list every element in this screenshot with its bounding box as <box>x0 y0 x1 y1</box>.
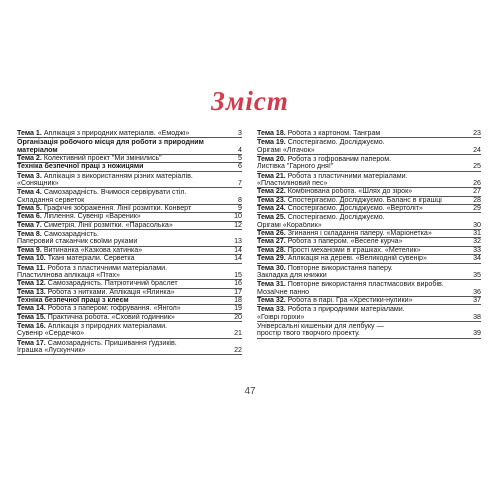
toc-entry <box>257 163 481 171</box>
toc-entry-text: Самозарадність. Пришивання ґудзиків. <box>47 338 177 347</box>
toc-entry <box>17 238 242 246</box>
toc-entry-label: Тема 13. <box>17 288 46 296</box>
toc-entry-text: Робота з пластичними матеріалами. <box>47 263 168 272</box>
toc-entry-page: 34 <box>473 255 481 263</box>
toc-entry-label: Тема 4. <box>17 188 42 197</box>
toc-entry-text: Аплікація з природних матеріалів. «Емоджі» <box>43 130 190 137</box>
toc-entry <box>257 147 481 155</box>
toc-entry-page: 9 <box>238 205 242 213</box>
toc-entry <box>17 230 242 238</box>
toc-entry <box>257 305 481 313</box>
toc-entry-text: Орігамі «Літачок» <box>257 146 315 154</box>
toc-entry-text: Робота з нитками. Аплікація «Ялинка» <box>47 288 175 296</box>
toc-entry-label: Тема 26. <box>257 230 286 238</box>
toc-entry-text: матеріалом <box>17 146 58 154</box>
toc-entry <box>17 163 242 171</box>
toc-entry-label: Тема 21. <box>257 171 286 180</box>
toc-entry <box>257 272 481 280</box>
toc-entry-label: Тема 17. <box>17 338 46 347</box>
toc-entry-page: 15 <box>234 271 242 279</box>
toc-entry-label: Тема 24. <box>257 205 286 213</box>
toc-entry-label: Тема 14. <box>17 305 46 313</box>
toc-entry <box>257 238 481 246</box>
toc-entry-text: Сувенір «Сердечко» <box>17 330 85 338</box>
toc-entry <box>257 314 481 322</box>
toc-entry-page: 27 <box>473 188 481 196</box>
toc-entry-label: Тема 29. <box>257 255 286 263</box>
toc-entry-text: Робота з картоном. Танграм <box>287 130 381 137</box>
toc-entry-page: 22 <box>234 346 242 354</box>
toc-entry-text: Згинання і складання паперу. «Маріонетка» <box>287 230 432 238</box>
toc-entry <box>257 255 481 263</box>
toc-entry-page: 14 <box>234 255 242 263</box>
toc-entry <box>17 289 242 297</box>
toc-entry-text: Паперовий стаканчик своїми руками <box>17 238 138 246</box>
toc-entry <box>257 188 481 196</box>
toc-entry-label: Тема 18. <box>257 130 286 137</box>
toc-entry-label: Тема 10. <box>17 255 46 263</box>
toc-entry-page: 23 <box>473 130 481 137</box>
toc-entry-text: Аплікація з природних матеріалами. <box>47 321 168 330</box>
toc-entry-text: Самозарадність. Вчимося сервірувати стіл. <box>43 188 187 197</box>
toc-entry <box>257 138 481 146</box>
toc-entry <box>17 347 242 355</box>
toc-entry-text: Спостерігаємо. Досліджуємо. «Вертоліт» <box>287 205 423 213</box>
toc-entry-text: простір твого творчого проекту. <box>257 330 360 338</box>
toc-entry-text: Самозарадність. <box>43 230 99 239</box>
toc-entry-label: Тема 28. <box>257 246 286 254</box>
toc-entry-text: Робота з природними матеріалами. <box>287 305 405 314</box>
toc-entry <box>17 147 242 155</box>
toc-entry-text: Іграшка «Лускунчик» <box>17 346 86 354</box>
toc-entry-text: Ліплення. Сувенір «Вареник» <box>43 213 141 221</box>
toc-entry-text: Аплікація на дереві. «Великодній сувенір» <box>287 255 427 263</box>
toc-entry-page: 35 <box>473 271 481 279</box>
toc-entry-page: 8 <box>238 196 242 204</box>
toc-entry-text: Закладка для книжки <box>257 271 327 279</box>
toc-entry <box>257 297 481 305</box>
toc-entry <box>17 172 242 180</box>
toc-entry-label: Тема 16. <box>17 321 46 330</box>
toc-entry-text: Колективний проект "Ми змінились" <box>43 155 162 163</box>
toc-entry <box>17 247 242 255</box>
toc-entry-label: Тема 1. <box>17 130 42 137</box>
toc-entry <box>257 222 481 230</box>
toc-entry <box>257 172 481 180</box>
toc-entry-text: Прості механізми в іграшках. «Метелик» <box>287 246 421 254</box>
toc-entry <box>17 280 242 288</box>
toc-entry-page: 38 <box>473 313 481 321</box>
toc-entry-text: Техніка безпечної праці з клеєм <box>17 296 129 304</box>
toc-entry <box>257 330 481 338</box>
toc-entry-page: 32 <box>473 238 481 246</box>
toc-entry-label: Тема 3. <box>17 171 42 180</box>
toc-entry <box>257 213 481 221</box>
toc-entry <box>257 289 481 297</box>
toc-entry-page: 37 <box>473 296 481 304</box>
toc-entry <box>17 180 242 188</box>
toc-entry-label: Тема 2. <box>17 155 42 163</box>
toc-entry-text: Витинанка «Казкова хатинка» <box>43 246 143 254</box>
toc-entry <box>17 197 242 205</box>
toc-entry-label: Тема 8. <box>17 230 42 239</box>
toc-entry-text: Листівка "Гарного дня!" <box>257 163 334 171</box>
toc-entry-page: 18 <box>234 296 242 304</box>
toc-entry-label: Тема 32. <box>257 296 286 304</box>
toc-entry-label: Тема 31. <box>257 280 286 289</box>
toc-entry <box>17 213 242 221</box>
toc-entry-label: Тема 25. <box>257 213 286 222</box>
toc-entry <box>257 180 481 188</box>
toc-entry <box>257 197 481 205</box>
toc-entry-page: 14 <box>234 246 242 254</box>
toc-entry <box>17 297 242 305</box>
toc-entry-text: «Пластиліновий пес» <box>257 180 328 188</box>
toc-entry-page: 28 <box>473 196 481 204</box>
toc-entry-label: Тема 27. <box>257 238 286 246</box>
toc-entry <box>257 247 481 255</box>
toc-entry-text: Робота з гофрованим папером. <box>287 155 392 164</box>
toc-entry-label: Тема 22. <box>257 188 286 196</box>
toc-entry-label: Тема 33. <box>257 305 286 314</box>
toc-entry <box>17 264 242 272</box>
toc-entry <box>17 314 242 322</box>
toc-entry <box>17 272 242 280</box>
toc-entry <box>17 155 242 163</box>
toc-entry-text: Симетрія. Лінії розмітки. «Парасолька» <box>43 221 173 229</box>
toc-entry-label: Тема 9. <box>17 246 42 254</box>
toc-entry-page: 3 <box>238 130 242 137</box>
toc-entry <box>17 305 242 313</box>
toc-entry-text: Робота з пластичними матеріалами. <box>287 171 408 180</box>
toc-entry-text: Аплікація з використанням різних матеріалів. <box>43 171 193 180</box>
toc-entry-page: 39 <box>473 330 481 338</box>
toc-entry-text: Спостерігаємо. Досліджуємо. Баланс в іграшці <box>287 196 442 204</box>
toc-entry-text: Повторне використання пластмасових виробів. <box>287 280 444 289</box>
toc-entry <box>257 230 481 238</box>
toc-entry <box>257 280 481 288</box>
toc-entry-text: «Сонящник» <box>17 180 59 188</box>
toc-entry-page: 5 <box>238 155 242 163</box>
toc-entry <box>17 322 242 330</box>
toc-entry-text: Організація робочого місця для роботи з природним <box>17 138 204 147</box>
toc-entry-page: 6 <box>238 163 242 171</box>
toc-entry <box>17 222 242 230</box>
toc-entry <box>17 339 242 347</box>
toc-entry-text: Мозаїчне панно <box>257 288 310 296</box>
toc-entry <box>257 264 481 272</box>
toc-entry-label: Тема 15. <box>17 313 46 321</box>
toc-entry-text: Універсальні кишеньки для лепбуку — <box>257 321 384 330</box>
toc-entry-text: Самозарадність. Патріотичний браслет <box>47 280 178 288</box>
toc-right-column <box>257 130 481 339</box>
toc-entry-text: Спостерігаємо. Досліджуємо. <box>287 138 385 147</box>
toc-entry <box>257 322 481 330</box>
toc-entry-page: 20 <box>234 313 242 321</box>
toc-entry-text: Техніка безпечної праці з ножицями <box>17 163 144 171</box>
toc-entry <box>17 188 242 196</box>
toc-entry-page: 19 <box>234 305 242 313</box>
toc-entry-label: Тема 11. <box>17 263 46 272</box>
toc-entry-page: 36 <box>473 288 481 296</box>
toc-entry-page: 21 <box>234 330 242 338</box>
toc-entry-text: Графічні зображення. Лінії розмітки. Конверт <box>43 205 192 213</box>
toc-entry <box>257 155 481 163</box>
toc-entry-page: 31 <box>473 230 481 238</box>
toc-entry-page: 24 <box>473 146 481 154</box>
toc-entry-text: Складання серветок <box>17 196 85 204</box>
toc-entry-label: Тема 6. <box>17 213 42 221</box>
toc-entry-text: Орігамі «Кораблик» <box>257 221 322 229</box>
toc-entry <box>17 138 242 146</box>
toc-left-column <box>17 130 242 355</box>
toc-entry-text: Повторне використання паперу. <box>287 263 393 272</box>
toc-entry-text: Ткані матеріали. Серветка <box>47 255 135 263</box>
toc-entry <box>257 205 481 213</box>
toc-entry-page: 7 <box>238 180 242 188</box>
toc-entry-text: Спостерігаємо. Досліджуємо. <box>287 213 385 222</box>
toc-entry-label: Тема 12. <box>17 280 46 288</box>
toc-entry-label: Тема 20. <box>257 155 286 164</box>
toc-entry-page: 10 <box>234 213 242 221</box>
toc-entry-page: 33 <box>473 246 481 254</box>
toc-entry-page: 30 <box>473 221 481 229</box>
page-title: Зміст <box>211 86 289 116</box>
toc-entry-text: «Гоіврі горіхи» <box>257 313 305 321</box>
toc-entry-label: Тема 19. <box>257 138 286 147</box>
toc-entry <box>17 130 242 138</box>
toc-entry-page: 29 <box>473 205 481 213</box>
toc-entry-page: 16 <box>234 280 242 288</box>
toc-entry-text: Робота з папером. «Веселе курча» <box>287 238 403 246</box>
toc-entry-text: Робота з папером: гофрування. «Янгол» <box>47 305 181 313</box>
toc-entry-text: Практична робота. «Сховий годинник» <box>47 313 175 321</box>
toc-entry-text: Комбінована робота. «Шлях до зірок» <box>287 188 413 196</box>
toc-entry-page: 13 <box>234 238 242 246</box>
toc-entry-page: 12 <box>234 221 242 229</box>
toc-entry-label: Тема 5. <box>17 205 42 213</box>
toc-entry-label: Тема 7. <box>17 221 42 229</box>
toc-entry-label: Тема 30. <box>257 263 286 272</box>
toc-entry <box>17 330 242 338</box>
toc-entry <box>17 205 242 213</box>
page-number: 47 <box>244 386 256 397</box>
toc-entry-page: 17 <box>234 288 242 296</box>
toc-entry-page: 26 <box>473 180 481 188</box>
toc-entry-page: 25 <box>473 163 481 171</box>
toc-entry-text: Робота в парі. Гра «Хрестики-нулики» <box>287 296 413 304</box>
toc-entry <box>257 130 481 138</box>
toc-entry-page: 4 <box>238 146 242 154</box>
toc-entry-label: Тема 23. <box>257 196 286 204</box>
toc-entry <box>17 255 242 263</box>
toc-entry-text: Пластилінова аплікація «Птах» <box>17 271 120 279</box>
